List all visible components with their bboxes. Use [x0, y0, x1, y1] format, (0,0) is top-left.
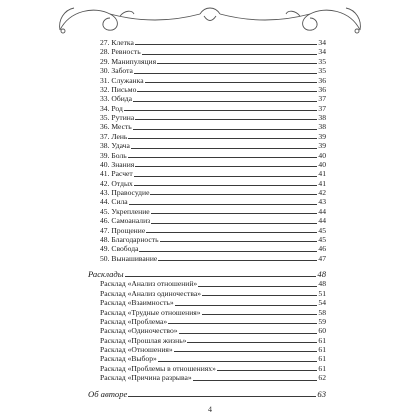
- entry-page: 44: [318, 216, 326, 226]
- leader-line: [128, 157, 318, 158]
- leader-line: [128, 138, 317, 139]
- entry-title: Расклад «Одиночество»: [100, 326, 178, 336]
- decorative-ornament: [0, 0, 420, 40]
- toc-entry: [100, 38, 326, 47]
- leader-line: [193, 380, 318, 381]
- section-gap: [100, 263, 326, 270]
- toc-entry: [100, 85, 326, 94]
- toc-entry: [100, 254, 326, 263]
- leader-line: [202, 314, 318, 315]
- leader-line: [134, 176, 318, 177]
- toc-entry: [100, 66, 326, 75]
- leader-line: [139, 251, 317, 252]
- toc-entry: [100, 289, 326, 298]
- toc-entry: [100, 179, 326, 188]
- entry-title: Расклад «Выбор»: [100, 354, 157, 364]
- entry-page: 62: [318, 373, 326, 383]
- entry-title: 48. Благодарность: [100, 234, 159, 244]
- table-of-contents: [88, 38, 326, 399]
- leader-line: [187, 342, 317, 343]
- leader-line: [175, 305, 318, 306]
- toc-entry: [100, 216, 326, 225]
- entry-page: 38: [318, 113, 326, 122]
- entry-title: Расклад «Анализ одиночества»: [100, 288, 201, 298]
- entry-page: 35: [318, 56, 326, 66]
- entry-page: 60: [318, 326, 326, 336]
- entry-title: 42. Отдых: [100, 178, 133, 188]
- entry-title: 50. Вынашивание: [100, 253, 158, 263]
- toc-entry: [100, 113, 326, 122]
- leader-line: [160, 241, 318, 242]
- entry-title: Расклад «Прошлая жизнь»: [100, 335, 187, 345]
- entry-page: 46: [318, 244, 326, 254]
- entry-page: 54: [318, 298, 326, 308]
- entry-title: Расклады: [88, 269, 124, 279]
- leader-line: [142, 54, 318, 55]
- toc-section-layouts: [88, 270, 326, 279]
- entry-page: 47: [318, 253, 326, 263]
- entry-title: 31. Служанка: [100, 75, 144, 85]
- entry-title: Расклад «Проблема»: [100, 316, 168, 326]
- entry-title: 39. Боль: [100, 150, 127, 160]
- leader-line: [135, 44, 318, 45]
- leader-line: [217, 370, 318, 371]
- entry-page: 51: [318, 288, 326, 298]
- leader-line: [151, 213, 318, 214]
- entry-title: Расклад «Взаимность»: [100, 298, 174, 308]
- entry-title: 33. Обида: [100, 94, 133, 104]
- leader-line: [151, 223, 317, 224]
- toc-entry: [100, 197, 326, 206]
- leader-line: [179, 333, 318, 334]
- entry-page: 40: [318, 150, 326, 160]
- leader-line: [131, 148, 318, 149]
- toc-entry: [100, 226, 326, 235]
- leader-line: [158, 260, 317, 261]
- toc-entry: [100, 188, 326, 197]
- entry-title: 37. Лень: [100, 131, 128, 141]
- entry-title: 34. Род: [100, 103, 123, 113]
- entry-title: 41. Расчет: [100, 169, 133, 179]
- entry-page: 36: [318, 75, 326, 85]
- entry-title: Расклад «Анализ отношений»: [100, 279, 198, 289]
- toc-entry: [100, 122, 326, 131]
- toc-entry: [100, 207, 326, 216]
- entry-title: 32. Письмо: [100, 84, 137, 94]
- entry-title: 43. Правосудие: [100, 188, 150, 197]
- leader-line: [146, 232, 317, 233]
- leader-line: [157, 63, 317, 64]
- entry-title: Расклад «Трудные отношения»: [100, 307, 201, 317]
- entry-page: 61: [318, 345, 326, 354]
- entry-page: 41: [318, 178, 326, 188]
- leader-line: [135, 166, 317, 167]
- entry-title: 46. Самоанализ: [100, 216, 151, 226]
- page-number: 4: [208, 405, 212, 414]
- leader-line: [198, 286, 317, 287]
- toc-entry: [100, 354, 326, 363]
- toc-entry: [100, 308, 326, 317]
- entry-title: 47. Прощение: [100, 225, 146, 235]
- toc-entry: [100, 94, 326, 103]
- leader-line: [129, 204, 318, 205]
- entry-page: 58: [318, 307, 326, 317]
- entry-title: 45. Укрепление: [100, 206, 150, 216]
- toc-entry: [100, 160, 326, 169]
- leader-line: [125, 276, 317, 277]
- entry-page: 39: [318, 131, 326, 141]
- entry-page: 34: [318, 47, 326, 57]
- entry-page: 37: [318, 94, 326, 104]
- leader-line: [134, 185, 318, 186]
- toc-entry: [100, 279, 326, 288]
- entry-page: 42: [318, 188, 326, 197]
- entry-title: Расклад «Причина разрыва»: [100, 373, 192, 383]
- entry-page: 45: [318, 234, 326, 244]
- entry-page: 36: [318, 84, 326, 94]
- entry-title: Расклад «Проблемы в отношениях»: [100, 363, 216, 373]
- toc-entry: [100, 345, 326, 354]
- toc-entry: [100, 76, 326, 85]
- leader-line: [145, 82, 318, 83]
- toc-entry: [100, 47, 326, 56]
- leader-line: [133, 129, 318, 130]
- entry-page: 61: [318, 363, 326, 373]
- entry-title: 28. Ревность: [100, 47, 141, 57]
- entry-title: 44. Сила: [100, 197, 128, 207]
- entry-title: 27. Клетка: [100, 38, 134, 47]
- entry-page: 44: [318, 206, 326, 216]
- entry-title: 29. Манипуляция: [100, 56, 157, 66]
- section-gap: [100, 383, 326, 390]
- leader-line: [128, 396, 316, 397]
- entry-page: 40: [318, 159, 326, 169]
- entry-page: 61: [318, 354, 326, 364]
- toc-entry: [100, 151, 326, 160]
- toc-entry: [100, 298, 326, 307]
- entry-page: 63: [317, 388, 326, 399]
- entry-title: Об авторе: [88, 388, 128, 399]
- entry-title: 30. Забота: [100, 66, 133, 76]
- leader-line: [168, 323, 317, 324]
- entry-title: 38. Удача: [100, 141, 130, 151]
- entry-page: 43: [318, 197, 326, 207]
- leader-line: [135, 119, 317, 120]
- toc-entry: [100, 169, 326, 178]
- entry-page: 61: [318, 335, 326, 345]
- entry-page: 48: [318, 279, 326, 289]
- toc-entry: [100, 317, 326, 326]
- toc-entry: [100, 336, 326, 345]
- toc-entry: [100, 235, 326, 244]
- toc-entry: [100, 57, 326, 66]
- toc-entry: [100, 141, 326, 150]
- entry-page: 34: [318, 38, 326, 47]
- toc-entry: [100, 244, 326, 253]
- leader-line: [202, 295, 317, 296]
- entry-page: 45: [318, 225, 326, 235]
- toc-entry: [100, 104, 326, 113]
- entry-title: 36. Месть: [100, 122, 132, 132]
- toc-section-about: [88, 390, 326, 399]
- leader-line: [174, 351, 318, 352]
- leader-line: [124, 110, 318, 111]
- entry-page: 59: [318, 316, 326, 326]
- entry-title: 35. Рутина: [100, 113, 135, 122]
- entry-page: 38: [318, 122, 326, 132]
- entry-title: 40. Знания: [100, 159, 135, 169]
- entry-page: 39: [318, 141, 326, 151]
- leader-line: [158, 361, 318, 362]
- entry-page: 48: [317, 269, 326, 279]
- leader-line: [134, 73, 317, 74]
- entry-page: 35: [318, 66, 326, 76]
- toc-entry: [100, 132, 326, 141]
- leader-line: [137, 91, 317, 92]
- leader-line: [150, 194, 317, 195]
- leader-line: [133, 101, 317, 102]
- entry-title: 49. Свобода: [100, 244, 139, 254]
- toc-entry: [100, 373, 326, 382]
- toc-entry: [100, 326, 326, 335]
- entry-page: 37: [318, 103, 326, 113]
- entry-page: 41: [318, 169, 326, 179]
- toc-entry: [100, 364, 326, 373]
- entry-title: Расклад «Отношения»: [100, 345, 173, 354]
